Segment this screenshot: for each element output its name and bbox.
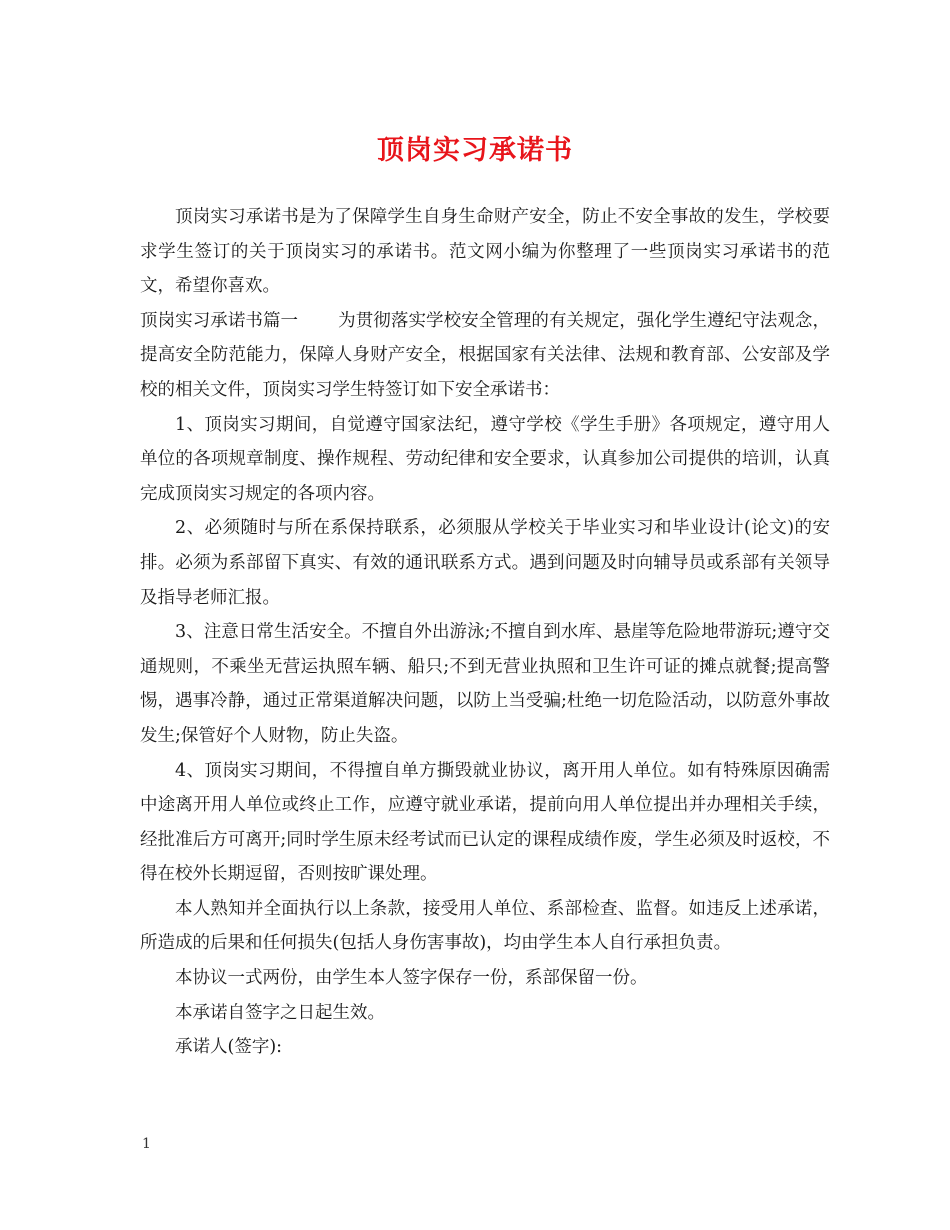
item-paragraph-2: 2、必须随时与所在系保持联系，必须服从学校关于毕业实习和毕业设计(论文)的安排。必须为系部留下真实、有效的通讯联系方式。遇到问题及时向辅导员或系部有关领导及指导老师汇报。 bbox=[140, 518, 830, 608]
item-paragraph-3: 3、注意日常生活安全。不擅自外出游泳;不擅自到水库、悬崖等危险地带游玩;遵守交通规则，不乘坐无营运执照车辆、船只;不到无营业执照和卫生许可证的摊点就餐;提高警惕，遇事冷静，通过正常渠道解决问题，以防上当受骗;杜绝一切危险活动，以防意外事故发生;保管好个人财物，防止失盗。 bbox=[140, 622, 830, 746]
closing-paragraph-2: 本协议一式两份，由学生本人签字保存一份，系部保留一份。 bbox=[175, 968, 648, 989]
document-body bbox=[140, 200, 830, 1065]
item-paragraph-4: 4、顶岗实习期间，不得擅自单方撕毁就业协议，离开用人单位。如有特殊原因确需中途离开用人单位或终止工作，应遵守就业承诺，提前向用人单位提出并办理相关手续，经批准后方可离开;同时学生原未经考试而已认定的课程成绩作废，学生必须及时返校，不得在校外长期逗留，否则按旷课处理。 bbox=[140, 760, 830, 885]
section-heading: 顶岗实习承诺书篇一 bbox=[140, 310, 299, 331]
section-paragraph bbox=[140, 304, 830, 408]
document-title: 顶岗实习承诺书 bbox=[377, 135, 573, 166]
section-intro: 为贯彻落实学校安全管理的有关规定，强化学生遵纪守法观念，提高安全防范能力，保障人身财产安全，根据国家有关法律、法规和教育部、公安部及学校的相关文件，顶岗实习学生特签订如下安全承诺书： bbox=[140, 310, 830, 400]
intro-paragraph: 顶岗实习承诺书是为了保障学生自身生命财产安全，防止不安全事故的发生，学校要求学生签订的关于顶岗实习的承诺书。范文网小编为你整理了一些顶岗实习承诺书的范文，希望你喜欢。 bbox=[140, 207, 830, 297]
closing-paragraph-3: 本承诺自签字之日起生效。 bbox=[175, 1002, 385, 1023]
page-number: 1 bbox=[142, 1136, 151, 1152]
item-paragraph-1: 1、顶岗实习期间，自觉遵守国家法纪，遵守学校《学生手册》各项规定，遵守用人单位的各项规章制度、操作规程、劳动纪律和安全要求，认真参加公司提供的培训，认真完成顶岗实习规定的各项内容。 bbox=[140, 414, 830, 504]
closing-paragraph-1: 本人熟知并全面执行以上条款，接受用人单位、系部检查、监督。如违反上述承诺，所造成的后果和任何损失(包括人身伤害事故)，均由学生本人自行承担负责。 bbox=[140, 898, 830, 954]
signature-line: 承诺人(签字): bbox=[175, 1037, 283, 1058]
